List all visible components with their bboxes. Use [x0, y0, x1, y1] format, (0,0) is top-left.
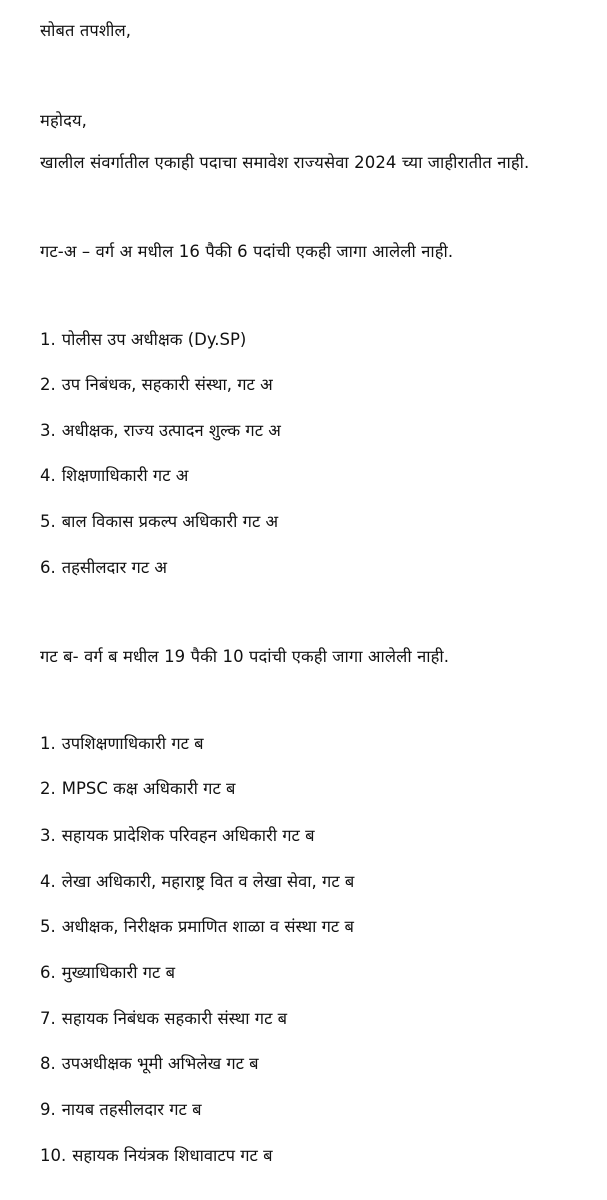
- list-item: [40, 557, 167, 579]
- list-item-text: बाल विकास प्रकल्प अधिकारी गट अ: [61, 512, 279, 531]
- list-item: [40, 465, 188, 487]
- list-item-number: 8.: [40, 1054, 56, 1073]
- list-item-number: 6.: [40, 963, 56, 982]
- list-item: [40, 871, 354, 893]
- enclosure-line: सोबत तपशील,: [40, 21, 132, 40]
- list-item-number: 2.: [40, 779, 56, 798]
- list-item: [40, 825, 315, 847]
- intro-paragraph: खालील संवर्गातील एकाही पदाचा समावेश राज्यसेवा 2024 च्या जाहीरातीत नाही.: [40, 153, 530, 172]
- list-item-text: उपअधीक्षक भूमी अभिलेख गट ब: [61, 1054, 259, 1073]
- list-item-text: अधीक्षक, निरीक्षक प्रमाणित शाळा व संस्था गट ब: [61, 917, 354, 936]
- list-item-text: नायब तहसीलदार गट ब: [61, 1100, 202, 1119]
- list-item-text: लेखा अधिकारी, महाराष्ट्र वित व लेखा सेवा, गट ब: [61, 872, 355, 891]
- list-item: [40, 778, 235, 800]
- list-item-number: 2.: [40, 375, 56, 394]
- list-item-text: MPSC कक्ष अधिकारी गट ब: [61, 779, 236, 798]
- list-item-text: अधीक्षक, राज्य उत्पादन शुल्क गट अ: [61, 421, 281, 440]
- list-item: [40, 1099, 202, 1121]
- list-item-number: 3.: [40, 826, 56, 845]
- salutation: महोदय,: [40, 111, 87, 130]
- list-item-number: 5.: [40, 512, 56, 531]
- list-item: [40, 511, 278, 533]
- list-item-number: 1.: [40, 330, 56, 349]
- list-item-text: उप निबंधक, सहकारी संस्था, गट अ: [61, 375, 273, 394]
- list-item: [40, 1008, 287, 1030]
- list-item-number: 10.: [40, 1146, 67, 1165]
- list-item-number: 3.: [40, 421, 56, 440]
- list-item: [40, 916, 354, 938]
- list-item: [40, 1145, 273, 1167]
- list-item-text: सहायक नियंत्रक शिधावाटप गट ब: [72, 1146, 273, 1165]
- list-item-number: 7.: [40, 1009, 56, 1028]
- list-item-text: तहसीलदार गट अ: [61, 558, 168, 577]
- list-item-number: 5.: [40, 917, 56, 936]
- list-item: [40, 1053, 259, 1075]
- list-item-text: उपशिक्षणाधिकारी गट ब: [61, 734, 204, 753]
- list-item: [40, 420, 281, 442]
- list-item: [40, 962, 175, 984]
- list-item-text: सहायक प्रादेशिक परिवहन अधिकारी गट ब: [61, 826, 315, 845]
- list-item-number: 6.: [40, 558, 56, 577]
- list-item: [40, 329, 246, 351]
- group-b-heading: गट ब- वर्ग ब मधील 19 पैकी 10 पदांची एकही जागा आलेली नाही.: [40, 647, 450, 666]
- list-item: [40, 733, 204, 755]
- list-item-number: 4.: [40, 872, 56, 891]
- list-item-number: 4.: [40, 466, 56, 485]
- group-a-heading: गट-अ – वर्ग अ मधील 16 पैकी 6 पदांची एकही जागा आलेली नाही.: [40, 242, 454, 261]
- list-item-text: मुख्याधिकारी गट ब: [61, 963, 176, 982]
- list-item: [40, 374, 273, 396]
- list-item-text: शिक्षणाधिकारी गट अ: [61, 466, 189, 485]
- list-item-number: 9.: [40, 1100, 56, 1119]
- list-item-number: 1.: [40, 734, 56, 753]
- list-item-text: पोलीस उप अधीक्षक (Dy.SP): [61, 330, 247, 349]
- list-item-text: सहायक निबंधक सहकारी संस्था गट ब: [61, 1009, 288, 1028]
